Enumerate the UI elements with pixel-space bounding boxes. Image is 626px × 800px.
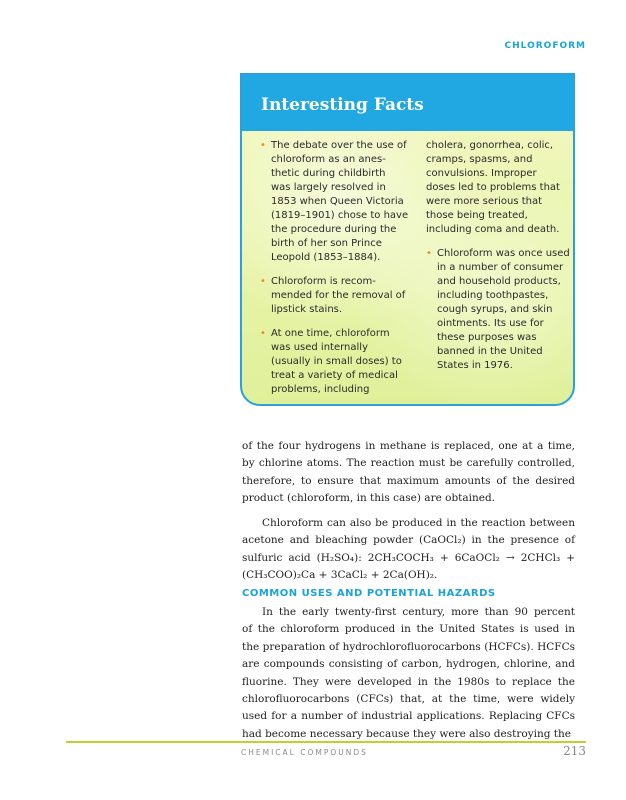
body-paragraph-3 (242, 604, 575, 743)
fact-line: cough syrups, and skin (437, 304, 553, 315)
body-line: therefore, to ensure that maximum amounts of the desired (242, 474, 575, 487)
fact-line: were more serious that (426, 196, 543, 207)
fact-line: chloroform as an anes- (271, 154, 386, 165)
bullet-icon: • (426, 248, 432, 259)
body-line: chlorofluorocarbons (CFCs) that, at the time, were widely (242, 693, 575, 706)
fact-line: was used internally (271, 342, 368, 353)
facts-column-left (260, 139, 409, 406)
body-line: of the chloroform produced in the United States is used in (242, 623, 575, 636)
fact-line: lipstick stains. (271, 304, 343, 315)
fact-line: including coma and death. (426, 224, 560, 235)
fact-line: these purposes was (437, 332, 537, 343)
body-line: acetone and bleaching powder (CaOCl₂) in the presence of (242, 534, 575, 547)
body-line: used for a number of industrial applications. Replacing CFCs (242, 710, 575, 723)
facts-title: Interesting Facts (261, 95, 424, 115)
fact-line: problems, including (271, 384, 370, 395)
body-line: fluorine. They were developed in the 1980s to replace the (242, 675, 575, 688)
body-line: In the early twenty-first century, more than 90 percent (262, 606, 575, 618)
fact-line: States in 1976. (437, 360, 513, 371)
fact-line: cholera, gonorrhea, colic, (426, 140, 554, 151)
fact-line: ointments. Its use for (437, 318, 544, 329)
body-line: the preparation of hydrochlorofluorocarbons (HCFCs). HCFCs (242, 640, 575, 653)
interesting-facts-box (240, 73, 575, 406)
fact-line: Chloroform is recom- (271, 276, 376, 287)
body-line: had become necessary because they were also destroying the (242, 727, 571, 740)
fact-line: birth of her son Prince (271, 238, 382, 249)
fact-item (426, 139, 572, 237)
running-head: CHLOROFORM (504, 41, 586, 51)
bullet-icon: • (260, 140, 266, 151)
fact-line: mended for the removal of (271, 290, 406, 301)
fact-line: treat a variety of medical (271, 370, 398, 381)
fact-line: was largely resolved in (271, 182, 386, 193)
fact-line: cramps, spasms, and (426, 154, 533, 165)
fact-line: Chloroform was once used (437, 248, 570, 259)
body-paragraph-2 (242, 515, 575, 585)
body-line: Chloroform can also be produced in the reaction between (262, 517, 575, 529)
fact-line: thetic during childbirth (271, 168, 386, 179)
fact-item (260, 139, 409, 265)
fact-line: the procedure during the (271, 224, 397, 235)
fact-line: convulsions. Improper (426, 168, 537, 179)
fact-line: 1853 when Queen Victoria (271, 196, 404, 207)
section-heading: COMMON USES AND POTENTIAL HAZARDS (242, 588, 496, 599)
fact-item (260, 275, 406, 317)
body-line: product (chloroform, in this case) are obtained. (242, 492, 496, 505)
footer-rule (66, 741, 586, 743)
body-line: of the four hydrogens in methane is replaced, one at a time, (242, 440, 575, 452)
body-line: sulfuric acid (H₂SO₄): 2CH₃COCH₃ + 6CaOCl₂ → 2CHCl₃ + (242, 551, 575, 564)
page-number: 213 (563, 744, 586, 758)
fact-item (260, 327, 406, 397)
bullet-icon: • (260, 276, 266, 287)
body-line: are compounds consisting of carbon, hydrogen, chlorine, and (242, 658, 575, 671)
fact-line: in a number of consumer (437, 262, 564, 273)
body-line: by chlorine atoms. The reaction must be carefully controlled, (242, 457, 575, 470)
fact-line: including toothpastes, (437, 290, 549, 301)
footer-book-title: CHEMICAL COMPOUNDS (241, 748, 368, 757)
body-line: (CH₃COO)₂Ca + 3CaCl₂ + 2Ca(OH)₂. (242, 569, 438, 582)
fact-line: (1819–1901) chose to have (271, 210, 409, 221)
facts-header (242, 75, 573, 131)
fact-line: At one time, chloroform (271, 328, 390, 339)
body-paragraph-1 (242, 438, 575, 508)
fact-item (426, 247, 572, 373)
fact-line: banned in the United (437, 346, 543, 357)
fact-line: Leopold (1853–1884). (271, 252, 381, 263)
fact-line: The debate over the use of (271, 140, 407, 151)
fact-line: (usually in small doses) to (271, 356, 402, 367)
fact-line: doses led to problems that (426, 182, 560, 193)
bullet-icon: • (260, 328, 266, 339)
facts-column-right (426, 139, 572, 383)
fact-line: and household products, (437, 276, 561, 287)
fact-line: those being treated, (426, 210, 528, 221)
